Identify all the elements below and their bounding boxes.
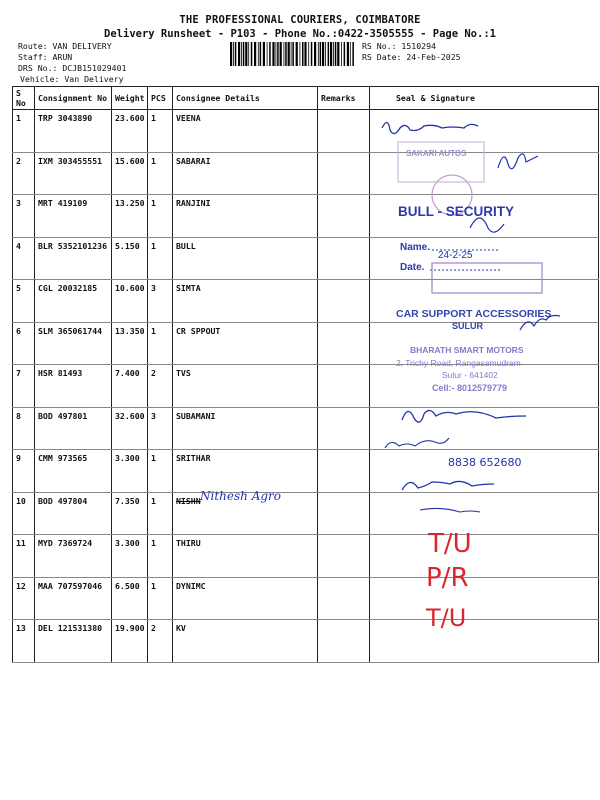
tu-mark-row13: T/U <box>426 604 467 632</box>
runsheet-subtitle: Delivery Runsheet - P103 - Phone No.:0422-3505555 - Page No.:1 <box>104 28 496 40</box>
cell-seal-signature <box>370 577 599 620</box>
rs-date: RS Date: 24-Feb-2025 <box>362 52 461 62</box>
cell-weight: 3.300 <box>112 535 148 578</box>
staff-label: Staff: ARUN <box>18 52 73 62</box>
cell-consignment-no: BLR 5352101236 <box>35 237 112 280</box>
cell-pcs: 1 <box>148 492 173 535</box>
bharath-address: 2, Trichy Road, Rangasamudram <box>396 358 521 368</box>
table-header-row <box>13 87 599 110</box>
vehicle-label: Vehicle: Van Delivery <box>20 74 124 84</box>
cell-consignment-no: MAA 707597046 <box>35 577 112 620</box>
table-row <box>13 365 599 408</box>
cell-pcs: 1 <box>148 195 173 238</box>
cell-weight: 23.600 <box>112 110 148 153</box>
cell-consignment-no: MRT 419109 <box>35 195 112 238</box>
cell-pcs: 1 <box>148 152 173 195</box>
cell-consignee: SABARAI <box>173 152 318 195</box>
table-row <box>13 492 599 535</box>
cell-remarks <box>318 577 370 620</box>
car-support-sulur: SULUR <box>452 321 483 331</box>
cell-weight: 15.600 <box>112 152 148 195</box>
bull-security-stamp: BULL - SECURITY <box>398 204 515 219</box>
cell-consignee: RANJINI <box>173 195 318 238</box>
bharath-stamp: BHARATH SMART MOTORS <box>410 345 524 355</box>
cell-remarks <box>318 237 370 280</box>
cell-sno: 13 <box>13 620 35 663</box>
cell-sno: 12 <box>13 577 35 620</box>
cell-pcs: 2 <box>148 620 173 663</box>
pr-mark-row12: P/R <box>426 563 469 593</box>
cell-sno: 1 <box>13 110 35 153</box>
cell-pcs: 1 <box>148 535 173 578</box>
cell-sno: 11 <box>13 535 35 578</box>
row9-phone: 8838 652680 <box>448 456 522 469</box>
cell-consignee: NISHN <box>173 492 318 535</box>
cell-consignment-no: MYD 7369724 <box>35 535 112 578</box>
cell-seal-signature <box>370 620 599 663</box>
cell-seal-signature <box>370 492 599 535</box>
cell-remarks <box>318 280 370 323</box>
drs-number: DRS No.: DCJB151029401 <box>18 63 127 73</box>
cell-sno: 6 <box>13 322 35 365</box>
cell-weight: 7.350 <box>112 492 148 535</box>
sakari-stamp-text: SAKARI AUTOS <box>406 149 467 158</box>
cell-consignment-no: BOD 497801 <box>35 407 112 450</box>
cell-remarks <box>318 152 370 195</box>
cell-pcs: 3 <box>148 407 173 450</box>
cell-pcs: 1 <box>148 577 173 620</box>
cell-seal-signature <box>370 450 599 493</box>
cell-consignee: DYNIMC <box>173 577 318 620</box>
cell-consignee: KV <box>173 620 318 663</box>
cell-weight: 3.300 <box>112 450 148 493</box>
cell-weight: 13.350 <box>112 322 148 365</box>
bharath-cell: Cell:- 8012579779 <box>432 383 508 393</box>
cell-sno: 7 <box>13 365 35 408</box>
cell-weight: 10.600 <box>112 280 148 323</box>
cell-weight: 7.400 <box>112 365 148 408</box>
cell-pcs: 1 <box>148 450 173 493</box>
table-row <box>13 152 599 195</box>
table-row <box>13 322 599 365</box>
cell-seal-signature <box>370 110 599 153</box>
cell-seal-signature <box>370 535 599 578</box>
cell-remarks <box>318 195 370 238</box>
cell-consignee: SRITHAR <box>173 450 318 493</box>
cell-consignee: THIRU <box>173 535 318 578</box>
cell-seal-signature <box>370 322 599 365</box>
cell-consignee: SUBAMANI <box>173 407 318 450</box>
cell-pcs: 1 <box>148 237 173 280</box>
company-title: THE PROFESSIONAL COURIERS, COIMBATORE <box>179 14 421 26</box>
cell-seal-signature <box>370 152 599 195</box>
cell-weight: 13.250 <box>112 195 148 238</box>
cell-remarks <box>318 365 370 408</box>
table-row <box>13 407 599 450</box>
cell-consignment-no: IXM 303455551 <box>35 152 112 195</box>
cell-consignee: TVS <box>173 365 318 408</box>
cell-consignment-no: CMM 973565 <box>35 450 112 493</box>
cell-weight: 19.900 <box>112 620 148 663</box>
cell-sno: 8 <box>13 407 35 450</box>
cell-remarks <box>318 407 370 450</box>
bharath-pin: Sulur - 641402 <box>442 370 498 380</box>
runsheet-meta-left <box>18 41 126 85</box>
cell-consignee: BULL <box>173 237 318 280</box>
cell-seal-signature <box>370 280 599 323</box>
cell-sno: 4 <box>13 237 35 280</box>
cell-consignee: SIMTA <box>173 280 318 323</box>
table-row <box>13 535 599 578</box>
table-row <box>13 237 599 280</box>
cell-remarks <box>318 322 370 365</box>
row10-handwritten-note: Nithesh Agro <box>200 489 281 503</box>
barcode-image <box>230 42 355 66</box>
cell-seal-signature <box>370 237 599 280</box>
cell-sno: 9 <box>13 450 35 493</box>
cell-seal-signature <box>370 195 599 238</box>
cell-remarks <box>318 110 370 153</box>
stamp-name-label: Name. <box>400 242 431 253</box>
col-header-seal: Seal & Signature <box>370 87 599 110</box>
col-header-remarks: Remarks <box>318 87 370 110</box>
cell-weight: 32.600 <box>112 407 148 450</box>
cell-consignee: CR SPPOUT <box>173 322 318 365</box>
table-row <box>13 280 599 323</box>
cell-weight: 5.150 <box>112 237 148 280</box>
cell-remarks <box>318 492 370 535</box>
table-row <box>13 195 599 238</box>
cell-pcs: 1 <box>148 110 173 153</box>
table-row <box>13 577 599 620</box>
cell-consignment-no: TRP 3043890 <box>35 110 112 153</box>
stamp-date-label: Date. <box>400 262 425 273</box>
cell-consignment-no: CGL 20032185 <box>35 280 112 323</box>
cell-consignment-no: DEL 121531380 <box>35 620 112 663</box>
stamp-date-value: 24-2-25 <box>438 250 473 261</box>
cell-seal-signature <box>370 407 599 450</box>
cell-remarks <box>318 620 370 663</box>
cell-weight: 6.500 <box>112 577 148 620</box>
cell-consignment-no: SLM 365061744 <box>35 322 112 365</box>
route-label: Route: VAN DELIVERY <box>18 41 112 51</box>
cell-sno: 5 <box>13 280 35 323</box>
car-support-stamp: CAR SUPPORT ACCESSORIES <box>396 308 552 320</box>
delivery-table <box>12 86 599 663</box>
cell-pcs: 2 <box>148 365 173 408</box>
cell-sno: 3 <box>13 195 35 238</box>
cell-pcs: 1 <box>148 322 173 365</box>
tu-mark-row11: T/U <box>428 529 472 559</box>
col-header-sno: S No <box>13 87 35 110</box>
rs-number: RS No.: 1510294 <box>362 41 436 51</box>
cell-remarks <box>318 535 370 578</box>
cell-consignment-no: BOD 497804 <box>35 492 112 535</box>
table-row <box>13 450 599 493</box>
cell-remarks <box>318 450 370 493</box>
col-header-weight: Weight <box>112 87 148 110</box>
col-header-consignee: Consignee Details <box>173 87 318 110</box>
cell-sno: 2 <box>13 152 35 195</box>
table-row <box>13 620 599 663</box>
runsheet-meta-right <box>362 41 461 63</box>
cell-sno: 10 <box>13 492 35 535</box>
cell-consignment-no: HSR 81493 <box>35 365 112 408</box>
cell-seal-signature <box>370 365 599 408</box>
col-header-consignment: Consignment No <box>35 87 112 110</box>
table-row <box>13 110 599 153</box>
col-header-pcs: PCS <box>148 87 173 110</box>
cell-consignee: VEENA <box>173 110 318 153</box>
cell-pcs: 3 <box>148 280 173 323</box>
